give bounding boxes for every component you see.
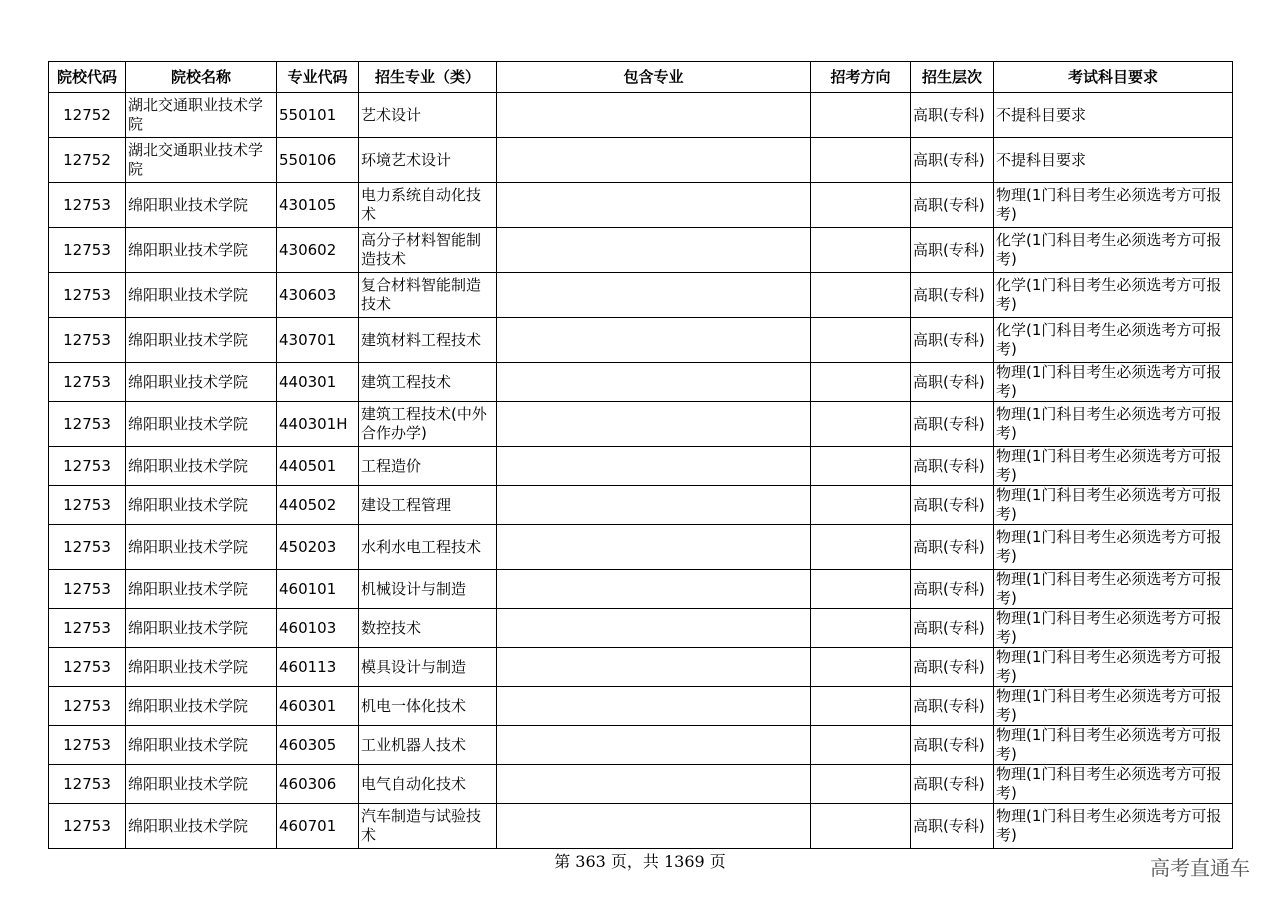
subject-requirement-cell: 物理(1门科目考生必须选考方可报考) [994,447,1233,486]
table-row [49,687,1233,726]
direction-cell [811,273,911,318]
major-code-cell: 550106 [277,138,359,183]
major-code-cell: 460701 [277,804,359,849]
school-name-cell: 绵阳职业技术学院 [126,648,277,687]
school-code-cell: 12752 [49,138,126,183]
school-name-cell: 绵阳职业技术学院 [126,402,277,447]
major-category-cell: 汽车制造与试验技术 [359,804,497,849]
major-category-cell: 环境艺术设计 [359,138,497,183]
subject-requirement-cell: 物理(1门科目考生必须选考方可报考) [994,363,1233,402]
major-category-cell: 电力系统自动化技术 [359,183,497,228]
subject-requirement-cell: 化学(1门科目考生必须选考方可报考) [994,318,1233,363]
subject-requirement-cell: 物理(1门科目考生必须选考方可报考) [994,570,1233,609]
included-majors-cell [497,318,811,363]
school-code-cell: 12753 [49,609,126,648]
direction-cell [811,318,911,363]
direction-cell [811,609,911,648]
school-name-cell: 绵阳职业技术学院 [126,525,277,570]
major-code-cell: 440501 [277,447,359,486]
included-majors-cell [497,228,811,273]
table-row [49,570,1233,609]
level-cell: 高职(专科) [911,183,994,228]
subject-requirement-cell: 物理(1门科目考生必须选考方可报考) [994,726,1233,765]
subject-requirement-cell: 物理(1门科目考生必须选考方可报考) [994,687,1233,726]
major-category-cell: 工业机器人技术 [359,726,497,765]
watermark: 高考直通车 [1150,856,1250,880]
major-category-cell: 电气自动化技术 [359,765,497,804]
major-code-cell: 460103 [277,609,359,648]
table-row [49,648,1233,687]
major-code-cell: 440301H [277,402,359,447]
subject-requirement-cell: 物理(1门科目考生必须选考方可报考) [994,765,1233,804]
major-code-cell: 430701 [277,318,359,363]
major-code-cell: 430105 [277,183,359,228]
school-name-cell: 绵阳职业技术学院 [126,486,277,525]
included-majors-cell [497,183,811,228]
level-cell: 高职(专科) [911,726,994,765]
level-cell: 高职(专科) [911,318,994,363]
level-cell: 高职(专科) [911,486,994,525]
direction-cell [811,402,911,447]
major-category-cell: 建筑工程技术(中外合作办学) [359,402,497,447]
school-code-cell: 12753 [49,183,126,228]
school-code-cell: 12753 [49,570,126,609]
header-direction: 招考方向 [811,62,911,93]
school-code-cell: 12753 [49,402,126,447]
major-code-cell: 440301 [277,363,359,402]
school-code-cell: 12753 [49,525,126,570]
table-row [49,138,1233,183]
direction-cell [811,486,911,525]
school-name-cell: 绵阳职业技术学院 [126,570,277,609]
school-code-cell: 12753 [49,726,126,765]
major-category-cell: 建筑工程技术 [359,363,497,402]
school-code-cell: 12752 [49,93,126,138]
table-row [49,363,1233,402]
school-code-cell: 12753 [49,228,126,273]
table-row [49,765,1233,804]
header-school-name: 院校名称 [126,62,277,93]
school-name-cell: 绵阳职业技术学院 [126,273,277,318]
direction-cell [811,687,911,726]
subject-requirement-cell: 物理(1门科目考生必须选考方可报考) [994,609,1233,648]
major-code-cell: 430603 [277,273,359,318]
school-code-cell: 12753 [49,486,126,525]
major-category-cell: 机械设计与制造 [359,570,497,609]
subject-requirement-cell: 物理(1门科目考生必须选考方可报考) [994,402,1233,447]
major-category-cell: 数控技术 [359,609,497,648]
level-cell: 高职(专科) [911,609,994,648]
page-number: 第 363 页，共 1369 页 [554,852,726,871]
subject-requirement-cell: 化学(1门科目考生必须选考方可报考) [994,228,1233,273]
header-row [49,62,1233,93]
level-cell: 高职(专科) [911,273,994,318]
direction-cell [811,138,911,183]
major-code-cell: 430602 [277,228,359,273]
major-category-cell: 水利水电工程技术 [359,525,497,570]
school-name-cell: 绵阳职业技术学院 [126,318,277,363]
subject-requirement-cell: 不提科目要求 [994,138,1233,183]
school-name-cell: 绵阳职业技术学院 [126,726,277,765]
direction-cell [811,570,911,609]
included-majors-cell [497,687,811,726]
direction-cell [811,525,911,570]
school-name-cell: 绵阳职业技术学院 [126,609,277,648]
school-name-cell: 绵阳职业技术学院 [126,687,277,726]
included-majors-cell [497,93,811,138]
table-row [49,609,1233,648]
level-cell: 高职(专科) [911,363,994,402]
level-cell: 高职(专科) [911,687,994,726]
school-code-cell: 12753 [49,273,126,318]
school-name-cell: 湖北交通职业技术学院 [126,93,277,138]
school-code-cell: 12753 [49,765,126,804]
table-body [49,93,1233,849]
included-majors-cell [497,765,811,804]
subject-requirement-cell: 物理(1门科目考生必须选考方可报考) [994,525,1233,570]
included-majors-cell [497,138,811,183]
school-code-cell: 12753 [49,687,126,726]
header-major-code: 专业代码 [277,62,359,93]
included-majors-cell [497,648,811,687]
direction-cell [811,363,911,402]
level-cell: 高职(专科) [911,402,994,447]
major-code-cell: 440502 [277,486,359,525]
table-row [49,804,1233,849]
table-row [49,726,1233,765]
header-school-code: 院校代码 [49,62,126,93]
level-cell: 高职(专科) [911,138,994,183]
included-majors-cell [497,609,811,648]
included-majors-cell [497,363,811,402]
major-category-cell: 模具设计与制造 [359,648,497,687]
table-row [49,525,1233,570]
included-majors-cell [497,804,811,849]
level-cell: 高职(专科) [911,447,994,486]
table-row [49,183,1233,228]
table-row [49,318,1233,363]
major-code-cell: 460301 [277,687,359,726]
school-name-cell: 绵阳职业技术学院 [126,804,277,849]
direction-cell [811,447,911,486]
direction-cell [811,228,911,273]
included-majors-cell [497,726,811,765]
subject-requirement-cell: 化学(1门科目考生必须选考方可报考) [994,273,1233,318]
included-majors-cell [497,525,811,570]
school-code-cell: 12753 [49,363,126,402]
table-row [49,228,1233,273]
school-name-cell: 绵阳职业技术学院 [126,447,277,486]
major-category-cell: 高分子材料智能制造技术 [359,228,497,273]
header-subject-requirement: 考试科目要求 [994,62,1233,93]
included-majors-cell [497,402,811,447]
level-cell: 高职(专科) [911,804,994,849]
subject-requirement-cell: 物理(1门科目考生必须选考方可报考) [994,183,1233,228]
major-code-cell: 460305 [277,726,359,765]
included-majors-cell [497,273,811,318]
school-name-cell: 绵阳职业技术学院 [126,228,277,273]
table-row [49,402,1233,447]
major-code-cell: 450203 [277,525,359,570]
level-cell: 高职(专科) [911,525,994,570]
level-cell: 高职(专科) [911,93,994,138]
admission-table [48,61,1233,849]
header-included-majors: 包含专业 [497,62,811,93]
direction-cell [811,93,911,138]
table-row [49,447,1233,486]
table-row [49,273,1233,318]
major-category-cell: 建筑材料工程技术 [359,318,497,363]
level-cell: 高职(专科) [911,648,994,687]
included-majors-cell [497,486,811,525]
header-level: 招生层次 [911,62,994,93]
school-code-cell: 12753 [49,804,126,849]
subject-requirement-cell: 物理(1门科目考生必须选考方可报考) [994,804,1233,849]
major-code-cell: 460101 [277,570,359,609]
major-code-cell: 460113 [277,648,359,687]
level-cell: 高职(专科) [911,228,994,273]
header-major-category: 招生专业（类） [359,62,497,93]
level-cell: 高职(专科) [911,765,994,804]
major-code-cell: 550101 [277,93,359,138]
major-category-cell: 建设工程管理 [359,486,497,525]
direction-cell [811,726,911,765]
table-row [49,93,1233,138]
subject-requirement-cell: 物理(1门科目考生必须选考方可报考) [994,648,1233,687]
major-category-cell: 工程造价 [359,447,497,486]
direction-cell [811,804,911,849]
major-category-cell: 艺术设计 [359,93,497,138]
school-code-cell: 12753 [49,318,126,363]
direction-cell [811,183,911,228]
school-name-cell: 湖北交通职业技术学院 [126,138,277,183]
subject-requirement-cell: 不提科目要求 [994,93,1233,138]
direction-cell [811,765,911,804]
direction-cell [811,648,911,687]
school-code-cell: 12753 [49,648,126,687]
included-majors-cell [497,447,811,486]
school-code-cell: 12753 [49,447,126,486]
subject-requirement-cell: 物理(1门科目考生必须选考方可报考) [994,486,1233,525]
school-name-cell: 绵阳职业技术学院 [126,765,277,804]
school-name-cell: 绵阳职业技术学院 [126,363,277,402]
school-name-cell: 绵阳职业技术学院 [126,183,277,228]
major-category-cell: 机电一体化技术 [359,687,497,726]
table-row [49,486,1233,525]
major-category-cell: 复合材料智能制造技术 [359,273,497,318]
level-cell: 高职(专科) [911,570,994,609]
major-code-cell: 460306 [277,765,359,804]
included-majors-cell [497,570,811,609]
